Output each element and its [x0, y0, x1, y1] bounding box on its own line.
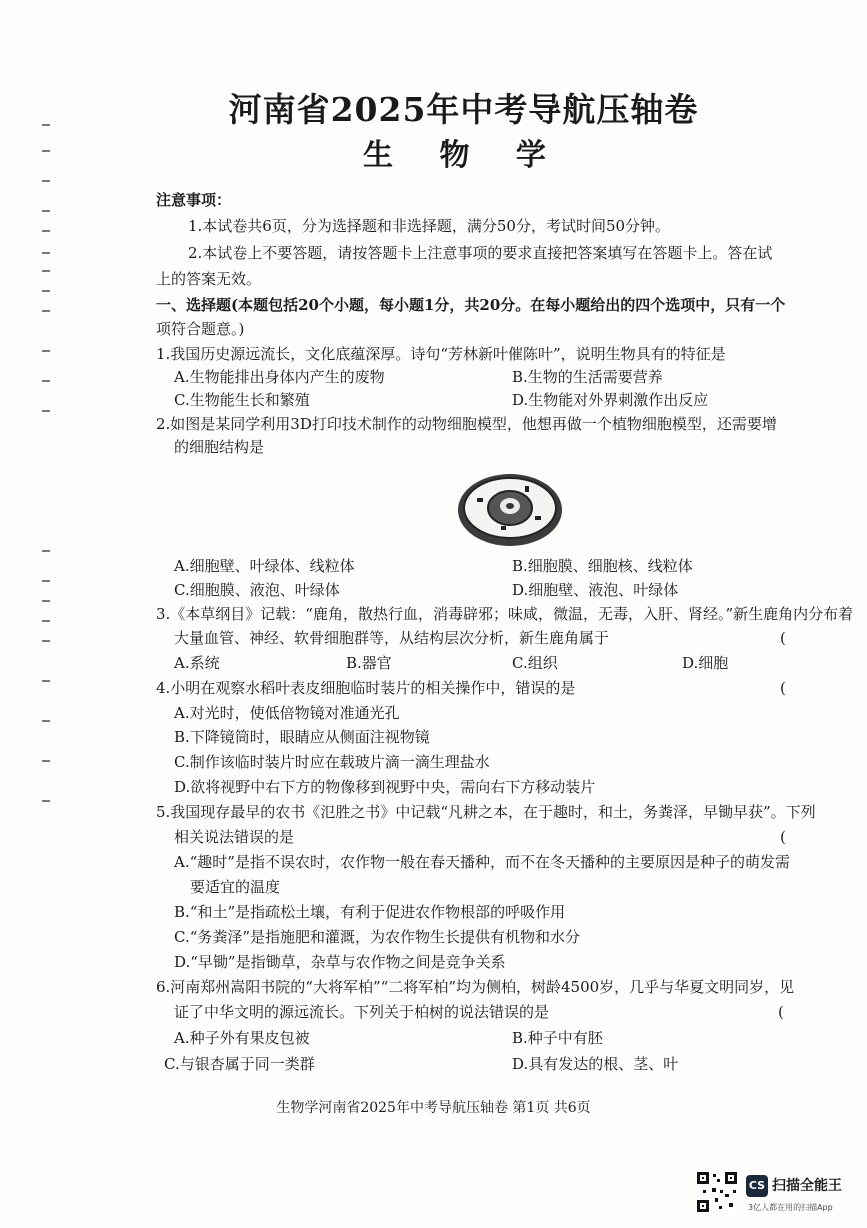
camscanner-logo-icon: CS	[746, 1175, 768, 1197]
q3-option-a: A.系统	[174, 654, 220, 672]
camscanner-name: 扫描全能王	[772, 1178, 842, 1194]
q1-option-b: B.生物的生活需要营养	[512, 368, 663, 386]
animal-cell-model-image	[455, 468, 565, 548]
q3-stem-cont: 大量血管、神经、软骨细胞群等，从结构层次分析，新生鹿角属于	[174, 629, 610, 647]
q1-stem: 1.我国历史源远流长，文化底蕴深厚。诗句“芳林新叶催陈叶”，说明生物具有的特征是	[156, 345, 726, 363]
q4-option-b: B.下降镜筒时，眼睛应从侧面注视物镜	[174, 728, 430, 746]
q6-stem: 6.河南郑州嵩阳书院的“大将军柏”“二将军柏”均为侧柏，树龄4500岁，几乎与华夏文明同岁，见	[156, 978, 795, 996]
q2-option-b: B.细胞膜、细胞核、线粒体	[512, 557, 693, 575]
q2-option-d: D.细胞壁、液泡、叶绿体	[512, 581, 679, 599]
q5-option-b: B.“和土”是指疏松土壤，有利于促进农作物根部的呼吸作用	[174, 903, 566, 921]
page-footer: 生物学河南省2025年中考导航压轴卷 第1页 共6页	[276, 1100, 591, 1116]
q6-option-a: A.种子外有果皮包被	[174, 1029, 310, 1047]
q5-option-a-cont: 要适宜的温度	[190, 878, 281, 896]
q3-option-c: C.组织	[512, 654, 558, 672]
q5-stem-cont: 相关说法错误的是	[174, 828, 295, 846]
qr-code-icon	[695, 1170, 739, 1214]
q6-option-d: D.具有发达的根、茎、叶	[512, 1055, 679, 1073]
q3-stem: 3.《本草纲目》记载：“鹿角，散热行血，消毒辟邪；味咸，微温，无毒，入肝、肾经。”新生鹿角内分布着	[156, 605, 854, 623]
q2-option-c: C.细胞膜、液泡、叶绿体	[174, 581, 340, 599]
q2-stem: 2.如图是某同学利用3D打印技术制作的动物细胞模型，他想再做一个植物细胞模型，还需要增	[156, 415, 777, 433]
section1-heading-cont: 项符合题意。)	[156, 320, 245, 338]
q6-option-c: C.与银杏属于同一类群	[164, 1055, 315, 1073]
camscanner-tagline: 3亿人都在用的扫描App	[748, 1203, 833, 1212]
q6-stem-cont: 证了中华文明的源远流长。下列关于柏树的说法错误的是	[174, 1003, 550, 1021]
exam-title: 河南省2025年中考导航压轴卷	[228, 90, 699, 129]
q1-option-a: A.生物能排出身体内产生的废物	[174, 368, 385, 386]
q1-option-c: C.生物能生长和繁殖	[174, 391, 310, 409]
exam-subject: 生 物 学	[363, 138, 564, 173]
q6-option-b: B.种子中有胚	[512, 1029, 603, 1047]
q5-option-d: D.“早锄”是指锄草，杂草与农作物之间是竞争关系	[174, 953, 506, 971]
q5-option-c: C.“务粪泽”是指施肥和灌溉，为农作物生长提供有机物和水分	[174, 928, 581, 946]
q3-option-b: B.器官	[346, 654, 392, 672]
q4-option-d: D.欲将视野中右下方的物像移到视野中央，需向右下方移动装片	[174, 778, 596, 796]
q2-stem-cont: 的细胞结构是	[174, 438, 265, 456]
notice-item-2: 2.本试卷上不要答题，请按答题卡上注意事项的要求直接把答案填写在答题卡上。答在试	[188, 244, 773, 262]
notice-item-1: 1.本试卷共6页，分为选择题和非选择题，满分50分，考试时间50分钟。	[188, 217, 671, 235]
binding-margin-marks	[42, 120, 54, 820]
q4-answer-paren: (	[780, 679, 786, 697]
q4-option-c: C.制作该临时装片时应在载玻片滴一滴生理盐水	[174, 753, 490, 771]
q2-option-a: A.细胞壁、叶绿体、线粒体	[174, 557, 355, 575]
section1-heading: 一、选择题(本题包括20个小题，每小题1分，共20分。在每小题给出的四个选项中，只有一个	[156, 296, 786, 314]
notice-heading: 注意事项：	[156, 191, 232, 209]
q1-option-d: D.生物能对外界刺激作出反应	[512, 391, 709, 409]
q4-stem: 4.小明在观察水稻叶表皮细胞临时装片的相关操作中，错误的是	[156, 679, 576, 697]
q5-answer-paren: (	[780, 828, 786, 846]
q3-answer-paren: (	[780, 629, 786, 647]
q3-option-d: D.细胞	[682, 654, 729, 672]
q5-option-a: A.“趣时”是指不误农时，农作物一般在春天播种，而不在冬天播种的主要原因是种子的萌发需	[174, 853, 790, 871]
q6-answer-paren: (	[778, 1003, 784, 1021]
q4-option-a: A.对光时，使低倍物镜对准通光孔	[174, 704, 400, 722]
q5-stem: 5.我国现存最早的农书《氾胜之书》中记载“凡耕之本，在于趣时，和土，务粪泽，早锄早获”。下列	[156, 803, 816, 821]
notice-item-2-cont: 上的答案无效。	[156, 270, 262, 288]
